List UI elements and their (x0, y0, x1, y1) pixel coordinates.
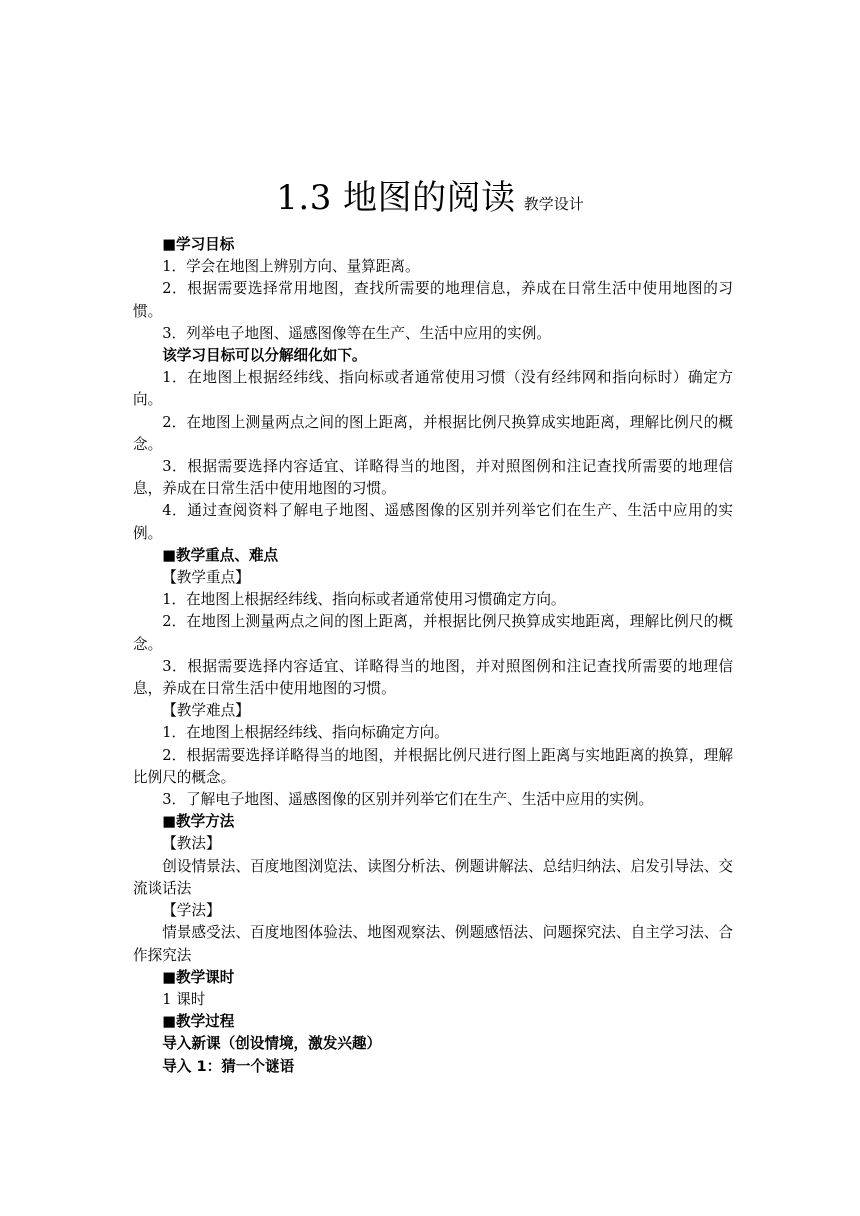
objective-item: 2．根据需要选择常用地图，查找所需要的地理信息，养成在日常生活中使用地图的习惯。 (133, 280, 733, 320)
breakdown-item: 2．在地图上测量两点之间的图上距离，并根据比例尺换算成实地距离，理解比例尺的概念。 (133, 413, 733, 453)
section-heading-objectives: ■学习目标 (162, 236, 235, 253)
key-points-label: 【教学重点】 (162, 569, 250, 587)
hours-text: 1 课时 (162, 990, 206, 1008)
learning-methods-label: 【学法】 (162, 902, 221, 920)
teaching-methods-label: 【教法】 (162, 835, 221, 853)
title-main: 1.3 地图的阅读 (276, 178, 516, 218)
breakdown-item: 3．根据需要选择内容适宜、详略得当的地图，并对照图例和注记查找所需要的地理信息，养成在日常生活中使用地图的习惯。 (133, 458, 733, 498)
intro-heading: 导入新课（创设情境，激发兴趣） (162, 1035, 382, 1053)
difficult-points-label: 【教学难点】 (162, 702, 250, 720)
section-heading-hours: ■教学课时 (162, 968, 235, 986)
key-point-item: 1．在地图上根据经纬线、指向标或者通常使用习惯确定方向。 (162, 591, 566, 609)
key-point-item: 3．根据需要选择内容适宜、详略得当的地图，并对照图例和注记查找所需要的地理信息，养成在日常生活中使用地图的习惯。 (133, 657, 733, 698)
learning-methods-text: 情景感受法、百度地图体验法、地图观察法、例题感悟法、问题探究法、自主学习法、合作探究法 (133, 924, 733, 964)
teaching-methods-text: 创设情景法、百度地图浏览法、读图分析法、例题讲解法、总结归纳法、启发引导法、交流谈话法 (133, 857, 733, 897)
breakdown-item: 1．在地图上根据经纬线、指向标或者通常使用习惯（没有经纬网和指向标时）确定方向。 (133, 369, 733, 409)
document-title (0, 170, 860, 219)
objective-item: 1．学会在地图上辨别方向、量算距离。 (162, 258, 420, 276)
breakdown-item: 4．通过查阅资料了解电子地图、遥感图像的区别并列举它们在生产、生活中应用的实例。 (133, 502, 733, 542)
intro1-heading: 导入 1：猜一个谜语 (162, 1057, 295, 1075)
document-body (133, 234, 733, 1078)
difficult-point-item: 2．根据需要选择详略得当的地图，并根据比例尺进行图上距离与实地距离的换算，理解比例尺的概念。 (133, 746, 733, 786)
objective-item: 3．列举电子地图、遥感图像等在生产、生活中应用的实例。 (162, 324, 551, 342)
section-heading-methods: ■教学方法 (162, 813, 235, 831)
key-point-item: 2．在地图上测量两点之间的图上距离，并根据比例尺换算成实地距离，理解比例尺的概念。 (133, 613, 733, 653)
section-heading-process: ■教学过程 (162, 1013, 235, 1031)
difficult-point-item: 3．了解电子地图、遥感图像的区别并列举它们在生产、生活中应用的实例。 (162, 791, 654, 809)
difficult-point-item: 1．在地图上根据经纬线、指向标确定方向。 (162, 724, 449, 742)
breakdown-heading: 该学习目标可以分解细化如下。 (162, 347, 367, 365)
title-subtitle: 教学设计 (523, 195, 584, 213)
section-heading-key-points: ■教学重点、难点 (162, 546, 279, 564)
